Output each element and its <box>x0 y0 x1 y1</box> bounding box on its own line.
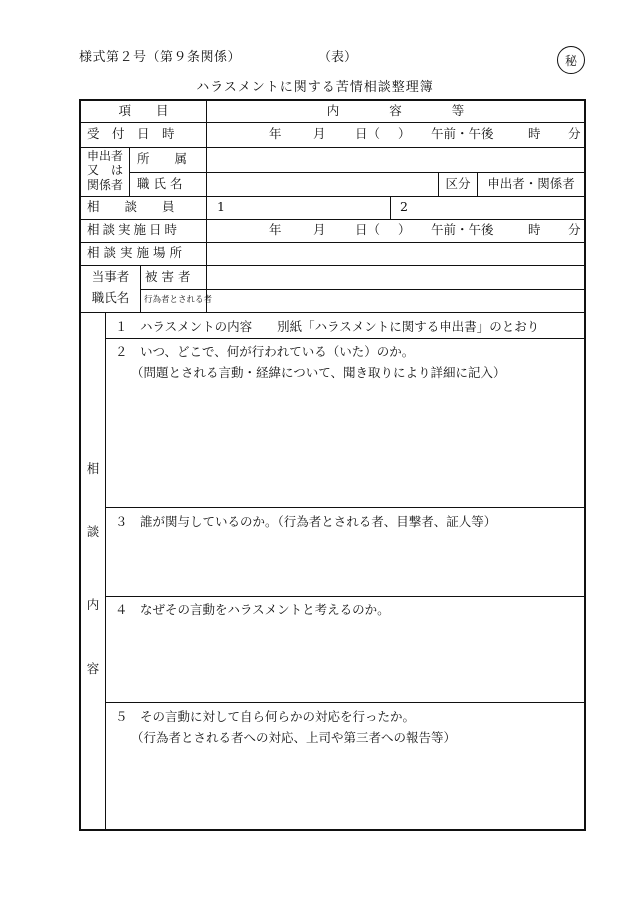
consultation-place-label: 相談実施場所 <box>87 245 187 261</box>
consultation-year: 年 <box>269 222 282 238</box>
consultant-1-number: 1 <box>217 199 225 215</box>
reception-day: 日（ <box>355 126 381 142</box>
reception-hour: 時 <box>528 126 541 142</box>
reception-year: 年 <box>269 126 282 142</box>
content-item-2: ２ いつ、どこで、何が行われている（いた）のか。 <box>115 344 415 359</box>
consultation-month: 月 <box>313 222 326 238</box>
content-item-4: ４ なぜその言動をハラスメントと考えるのか。 <box>115 602 390 617</box>
content-side-char-4: 容 <box>86 660 100 676</box>
consultation-paren-close: ） <box>398 222 411 238</box>
consultant-2-number: 2 <box>400 199 408 215</box>
content-item-2-note: （問題とされる言動・経緯について、聞き取りにより詳細に記入） <box>131 365 506 380</box>
column-header-content: 内 容 等 <box>326 103 465 119</box>
consultation-day: 日（ <box>355 222 381 238</box>
perpetrator-label: 行為者とされる者 <box>144 295 213 306</box>
content-item-1: １ ハラスメントの内容 別紙「ハラスメントに関する申出書」のとおり <box>115 319 540 334</box>
parties-label-2: 職氏名 <box>91 289 130 305</box>
category-label: 区分 <box>445 175 471 191</box>
side-label: （表） <box>318 50 358 65</box>
content-item-5-note: （行為者とされる者への対応、上司や第三者への報告等） <box>131 730 457 745</box>
confidential-seal: 秘 <box>557 46 585 74</box>
affiliation-label: 所 属 <box>137 151 188 167</box>
consultant-label: 相 談 員 <box>87 199 175 215</box>
consultation-ampm: 午前・午後 <box>431 222 494 238</box>
content-side-char-1: 相 <box>86 460 100 476</box>
content-item-3: ３ 誰が関与しているのか。（行為者とされる者、目撃者、証人等） <box>115 514 497 529</box>
job-name-label: 職 氏 名 <box>137 175 183 191</box>
consultation-record-table <box>79 99 586 831</box>
consultation-datetime-label: 相談実施日時 <box>87 222 181 238</box>
form-number: 様式第２号（第９条関係） <box>79 50 242 65</box>
applicant-label-2: 又 は <box>86 163 123 177</box>
consultation-minute: 分 <box>568 222 581 238</box>
content-item-5: ５ その言動に対して自ら何らかの対応を行ったか。 <box>115 709 416 724</box>
reception-minute: 分 <box>568 126 581 142</box>
column-header-item: 項 目 <box>118 103 169 119</box>
reception-paren-close: ） <box>398 126 411 142</box>
category-value: 申出者・関係者 <box>487 175 575 191</box>
content-side-char-3: 内 <box>86 596 100 612</box>
content-side-char-2: 談 <box>86 523 100 539</box>
reception-ampm: 午前・午後 <box>431 126 494 142</box>
consultation-hour: 時 <box>528 222 541 238</box>
reception-datetime-label: 受 付 日 時 <box>87 126 175 142</box>
reception-month: 月 <box>313 126 326 142</box>
page-title: ハラスメントに関する苦情相談整理簿 <box>196 80 434 95</box>
applicant-label-1: 申出者 <box>86 149 123 163</box>
victim-label: 被 害 者 <box>145 268 191 284</box>
parties-label-1: 当事者 <box>91 268 130 284</box>
applicant-label-3: 関係者 <box>86 178 123 192</box>
